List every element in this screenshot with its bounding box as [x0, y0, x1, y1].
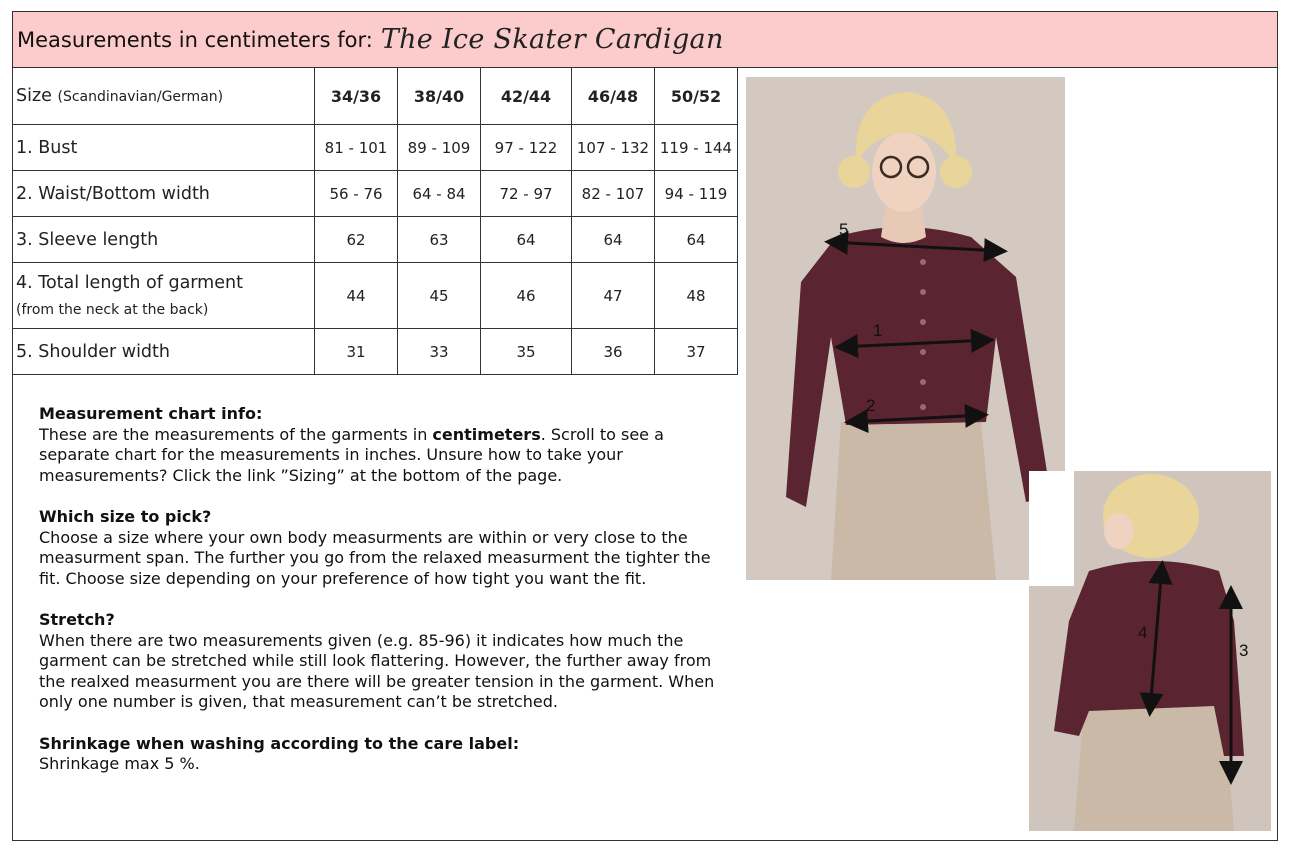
table-cell: 81 - 101	[315, 125, 398, 171]
table-cell: 64	[655, 217, 738, 263]
row-label-note: (from the neck at the back)	[16, 302, 209, 318]
row-label: 3. Sleeve length	[13, 217, 315, 263]
size-column-header: 38/40	[398, 68, 481, 125]
stretch-text: When there are two measurements given (e.g. 85-96) it indicates how much the garment can be stretched while still look flattering. However, the further away from the realxed measurment you are there will be greater tension in the garment. When only one number is given, that measurement can’t be stretched.	[39, 630, 715, 711]
marker-label: 5	[839, 220, 849, 239]
table-row	[13, 329, 738, 375]
product-name: The Ice Skater Cardigan	[380, 24, 724, 55]
chart-info-text	[39, 425, 729, 487]
table-cell: 89 - 109	[398, 125, 481, 171]
page-header	[12, 11, 1278, 68]
table-cell: 64 - 84	[398, 171, 481, 217]
size-pick-text: Choose a size where your own body measurments are within or very close to the measurment span. The further you go from the relaxed measurment the tighter the fit. Choose size depending on your preference of how tight you want the fit.	[39, 527, 711, 588]
size-column-header: 46/48	[572, 68, 655, 125]
table-cell: 64	[481, 217, 572, 263]
back-photo	[1029, 471, 1271, 831]
size-column-header: 34/36	[315, 68, 398, 125]
photo-corner	[1029, 471, 1074, 586]
front-photo-illustration	[746, 77, 1065, 580]
chart-info-text-part: These are the measurements of the garments in	[39, 424, 433, 444]
chart-info-text-part: . Scroll to see a separate chart for the measurements in inches. Unsure how to take your measurements? Click the link ”Sizing” at the bottom of the page.	[39, 424, 664, 485]
table-cell: 94 - 119	[655, 171, 738, 217]
table-row	[13, 171, 738, 217]
size-column-header: 42/44	[481, 68, 572, 125]
info-section	[39, 404, 729, 796]
table-cell: 44	[315, 263, 398, 329]
table-cell: 62	[315, 217, 398, 263]
table-cell: 64	[572, 217, 655, 263]
table-cell: 72 - 97	[481, 171, 572, 217]
size-header-cell	[13, 68, 315, 125]
marker-label: 3	[1239, 641, 1249, 660]
front-photo	[746, 77, 1065, 580]
table-row	[13, 217, 738, 263]
trousers	[1074, 706, 1234, 831]
row-label: 1. Bust	[13, 125, 315, 171]
size-column-header: 50/52	[655, 68, 738, 125]
row-label: 5. Shoulder width	[13, 329, 315, 375]
table-cell: 107 - 132	[572, 125, 655, 171]
stretch-title: Stretch?	[39, 610, 115, 629]
marker-label: 4	[1138, 623, 1148, 642]
table-cell: 36	[572, 329, 655, 375]
table-row	[13, 125, 738, 171]
table-cell: 97 - 122	[481, 125, 572, 171]
size-pick-block	[39, 507, 729, 589]
table-cell: 56 - 76	[315, 171, 398, 217]
table-cell: 82 - 107	[572, 171, 655, 217]
row-label: 2. Waist/Bottom width	[13, 171, 315, 217]
table-row	[13, 263, 738, 329]
shrinkage-text: Shrinkage max 5 %.	[39, 754, 200, 773]
chart-info-block	[39, 404, 729, 486]
stretch-block	[39, 610, 729, 713]
header-prefix: Measurements in centimeters for:	[17, 27, 373, 52]
table-cell: 48	[655, 263, 738, 329]
chart-info-title: Measurement chart info:	[39, 404, 263, 423]
trousers	[831, 422, 996, 580]
table-cell: 31	[315, 329, 398, 375]
shrinkage-block	[39, 734, 729, 775]
face	[1104, 513, 1134, 549]
table-cell: 35	[481, 329, 572, 375]
table-cell: 63	[398, 217, 481, 263]
table-cell: 37	[655, 329, 738, 375]
table-cell: 47	[572, 263, 655, 329]
shrinkage-title: Shrinkage when washing according to the care label:	[39, 733, 520, 753]
row-label: 4. Total length of garment	[16, 273, 243, 293]
table-header-row	[13, 68, 738, 125]
table-cell: 33	[398, 329, 481, 375]
marker-label: 1	[873, 321, 883, 340]
size-chart-table	[12, 67, 738, 375]
table-cell: 46	[481, 263, 572, 329]
size-pick-title: Which size to pick?	[39, 507, 212, 526]
size-label-note: (Scandinavian/German)	[57, 89, 224, 105]
table-cell: 119 - 144	[655, 125, 738, 171]
table-cell: 45	[398, 263, 481, 329]
marker-label: 2	[866, 396, 876, 415]
row-label-cell	[13, 263, 315, 329]
back-photo-illustration	[1029, 471, 1271, 831]
size-label: Size	[16, 86, 52, 106]
chart-info-bold: centimeters	[432, 424, 541, 444]
